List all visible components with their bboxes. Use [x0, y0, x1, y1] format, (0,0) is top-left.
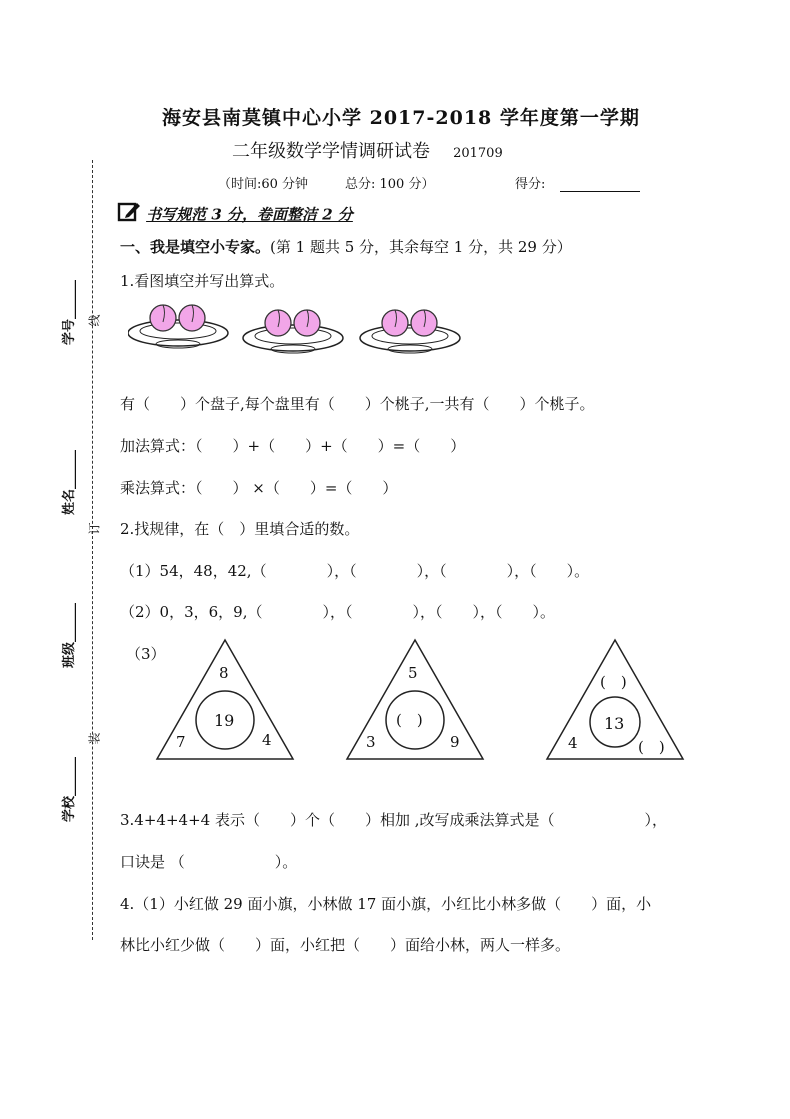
q4-line2: 林比小红少做（ ）面，小红把（ ）面给小林，两人一样多。 — [120, 936, 571, 954]
score-field — [515, 173, 640, 192]
student-id-label: 学号 — [62, 318, 77, 345]
student-name-field — [58, 450, 77, 515]
binding-mark-zhuang: 装 — [87, 732, 102, 745]
triangle-1-left: 7 — [176, 733, 186, 751]
triangle-3-right[interactable]: ( ) — [638, 738, 665, 756]
school-label: 学校 — [62, 795, 77, 822]
section1-heading-note: (第 1 题共 5 分，其余每空 1 分，共 29 分） — [270, 238, 572, 256]
exam-subtitle-row — [232, 137, 503, 163]
peach-plates-image — [128, 298, 468, 358]
triangle-2-top: 5 — [408, 664, 418, 682]
notice-row — [117, 201, 353, 227]
triangle-3-left: 4 — [568, 734, 578, 752]
exam-total: 总分: 100 分） — [345, 177, 435, 192]
q1-title: 1.看图填空并写出算式。 — [120, 272, 285, 290]
triangle-2-left: 3 — [366, 733, 376, 751]
binding-dashed-line — [92, 160, 93, 940]
binding-mark-line: 线 — [87, 314, 102, 327]
q1-line1: 有（ ）个盘子,每个盘里有（ ）个桃子,一共有（ ）个桃子。 — [120, 395, 595, 413]
q2-line2: （2）0，3，6，9,（ ），（ ），（ ），（ ）。 — [120, 603, 555, 621]
q2-line3: （3） — [126, 645, 166, 663]
triangle-1-center: 19 — [214, 711, 235, 730]
q1-line3: 乘法算式：（ ） ×（ ）=（ ） — [120, 479, 398, 497]
school-blank[interactable]: ______ — [62, 756, 77, 796]
q4-line1: 4.（1）小红做 29 面小旗，小林做 17 面小旗，小红比小林多做（ ）面，小 — [120, 895, 652, 913]
q1-line2: 加法算式：（ ）+（ ）+（ ）=（ ） — [120, 437, 466, 455]
q2-line1: （1）54，48，42,（ ），（ ），（ ），（ ）。 — [120, 562, 590, 580]
score-blank[interactable] — [560, 177, 640, 192]
student-id-field — [58, 280, 77, 345]
triangle-2-right: 9 — [450, 733, 460, 751]
exam-code: 201709 — [453, 146, 503, 161]
triangle-1-top: 8 — [219, 664, 229, 682]
triangle-2-center[interactable]: ( ) — [396, 711, 423, 729]
pencil-note-icon — [117, 201, 141, 227]
exam-title: 海安县南莫镇中心小学 2017-2018 学年度第一学期 — [162, 107, 640, 129]
exam-subtitle: 二年级数学学情调研试卷 — [232, 141, 430, 162]
student-name-label: 姓名 — [62, 488, 77, 515]
notice-text: 书写规范 3 分，卷面整洁 2 分 — [146, 205, 353, 224]
school-field — [58, 757, 77, 822]
plate-1 — [128, 305, 228, 348]
score-label: 得分: — [515, 177, 546, 192]
q2-title: 2.找规律，在（ ）里填合适的数。 — [120, 520, 360, 538]
binding-mark-ding: 订 — [87, 522, 102, 535]
class-field — [58, 603, 77, 668]
section1-heading: 一、我是填空小专家。 — [120, 238, 271, 256]
triangle-3-top[interactable]: ( ) — [600, 673, 627, 691]
triangle-1-right: 4 — [262, 731, 272, 749]
class-blank[interactable]: ______ — [62, 602, 77, 642]
section1-heading-row — [120, 236, 572, 257]
q3-line1: 3.4+4+4+4 表示（ ）个（ ）相加 ,改写成乘法算式是（ ）， — [120, 811, 667, 829]
student-id-blank[interactable]: ______ — [62, 279, 77, 319]
plate-3 — [360, 310, 460, 353]
class-label: 班级 — [62, 641, 77, 668]
triangle-3-center: 13 — [604, 714, 625, 733]
exam-time: （时间:60 分钟 — [218, 177, 309, 192]
student-name-blank[interactable]: ______ — [62, 449, 77, 489]
q3-line2: 口诀是 （ ）。 — [120, 853, 298, 871]
plate-2 — [243, 310, 343, 353]
